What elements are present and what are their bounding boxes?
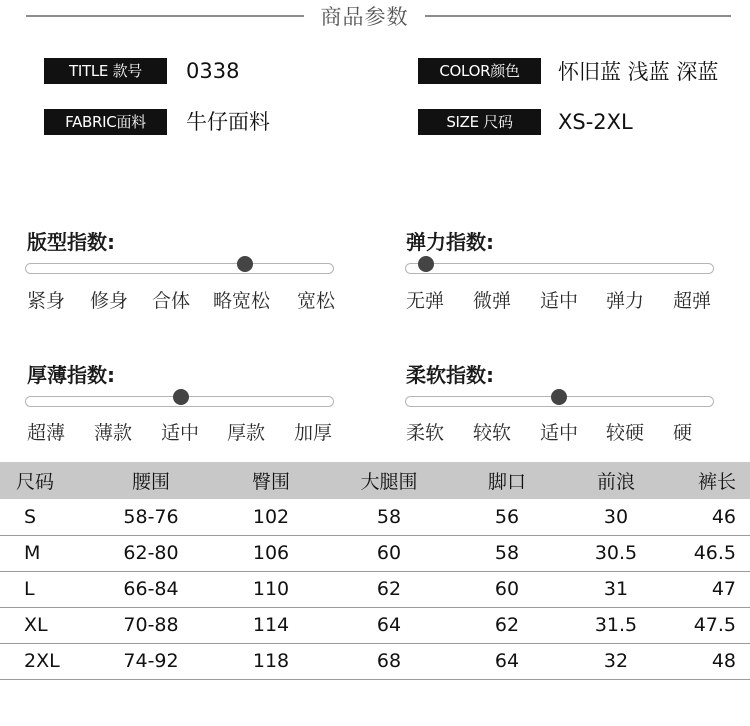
table-cell: 2XL xyxy=(0,643,90,679)
header-divider-right xyxy=(425,15,731,17)
table-cell: 64 xyxy=(330,607,448,643)
softness-tick-2: 较软 xyxy=(473,422,512,444)
section-title: 商品参数 xyxy=(320,5,409,29)
elasticity-tick-2: 微弹 xyxy=(473,290,512,312)
fit-index-title: 版型指数: xyxy=(27,230,115,254)
info-label-title: TITLE 款号 xyxy=(44,58,167,84)
table-cell: 46 xyxy=(666,499,750,535)
table-header-thigh: 大腿围 xyxy=(330,462,448,499)
table-cell: 58 xyxy=(448,535,566,571)
elasticity-index-ticks xyxy=(406,286,726,312)
table-cell: 102 xyxy=(212,499,330,535)
softness-tick-1: 柔软 xyxy=(406,422,445,444)
softness-index-title: 柔软指数: xyxy=(406,363,494,387)
table-cell: 31 xyxy=(566,571,666,607)
table-row xyxy=(0,499,750,535)
thickness-tick-2: 薄款 xyxy=(94,422,133,444)
table-cell: 68 xyxy=(330,643,448,679)
table-cell: 66-84 xyxy=(90,571,212,607)
table-cell: 106 xyxy=(212,535,330,571)
thickness-index-knob xyxy=(173,389,189,405)
softness-tick-5: 硬 xyxy=(673,422,693,444)
thickness-index-title: 厚薄指数: xyxy=(27,363,115,387)
fit-tick-4: 略宽松 xyxy=(213,290,271,312)
fit-tick-5: 宽松 xyxy=(297,290,336,312)
table-cell: 46.5 xyxy=(666,535,750,571)
table-cell: 60 xyxy=(448,571,566,607)
table-cell: S xyxy=(0,499,90,535)
fit-index-ticks xyxy=(27,286,347,312)
softness-tick-3: 适中 xyxy=(540,422,579,444)
table-cell: 110 xyxy=(212,571,330,607)
table-row xyxy=(0,571,750,607)
table-header-waist: 腰围 xyxy=(90,462,212,499)
info-label-color: COLOR颜色 xyxy=(418,58,541,84)
table-cell: M xyxy=(0,535,90,571)
fit-tick-2: 修身 xyxy=(90,290,129,312)
table-row xyxy=(0,535,750,571)
elasticity-index-knob xyxy=(418,256,434,272)
thickness-tick-1: 超薄 xyxy=(27,422,66,444)
fit-tick-3: 合体 xyxy=(152,290,191,312)
table-cell: 62 xyxy=(448,607,566,643)
elasticity-tick-3: 适中 xyxy=(540,290,579,312)
elasticity-tick-5: 超弹 xyxy=(673,290,712,312)
thickness-index-ticks xyxy=(27,418,347,444)
thickness-tick-5: 加厚 xyxy=(294,422,333,444)
size-table xyxy=(0,462,750,680)
info-value-color: 怀旧蓝 浅蓝 深蓝 xyxy=(558,60,719,84)
table-cell: XL xyxy=(0,607,90,643)
table-cell: 114 xyxy=(212,607,330,643)
elasticity-index-track xyxy=(405,263,714,274)
info-label-size: SIZE 尺码 xyxy=(418,109,541,135)
softness-tick-4: 较硬 xyxy=(606,422,645,444)
info-label-fabric: FABRIC面料 xyxy=(44,109,167,135)
table-header-leg-opening: 脚口 xyxy=(448,462,566,499)
table-cell: L xyxy=(0,571,90,607)
table-cell: 58 xyxy=(330,499,448,535)
fit-index-knob xyxy=(237,256,253,272)
elasticity-tick-4: 弹力 xyxy=(606,290,645,312)
table-cell: 62 xyxy=(330,571,448,607)
table-header-length: 裤长 xyxy=(666,462,750,499)
header-divider-left xyxy=(26,15,304,17)
table-cell: 30 xyxy=(566,499,666,535)
thickness-tick-4: 厚款 xyxy=(227,422,266,444)
table-cell: 48 xyxy=(666,643,750,679)
table-cell: 74-92 xyxy=(90,643,212,679)
table-cell: 30.5 xyxy=(566,535,666,571)
info-value-size: XS-2XL xyxy=(558,110,633,134)
elasticity-index-title: 弹力指数: xyxy=(406,230,494,254)
table-cell: 47.5 xyxy=(666,607,750,643)
info-value-fabric: 牛仔面料 xyxy=(186,110,270,134)
table-row xyxy=(0,643,750,679)
table-header-hip: 臀围 xyxy=(212,462,330,499)
elasticity-tick-1: 无弹 xyxy=(406,290,445,312)
table-cell: 70-88 xyxy=(90,607,212,643)
info-value-title: 0338 xyxy=(186,59,240,83)
table-row xyxy=(0,607,750,643)
table-cell: 60 xyxy=(330,535,448,571)
table-cell: 32 xyxy=(566,643,666,679)
table-cell: 62-80 xyxy=(90,535,212,571)
softness-index-ticks xyxy=(406,418,726,444)
softness-index-knob xyxy=(551,389,567,405)
table-cell: 56 xyxy=(448,499,566,535)
fit-index-track xyxy=(25,263,334,274)
table-cell: 47 xyxy=(666,571,750,607)
table-cell: 31.5 xyxy=(566,607,666,643)
table-header-size: 尺码 xyxy=(0,462,90,499)
table-cell: 58-76 xyxy=(90,499,212,535)
thickness-tick-3: 适中 xyxy=(161,422,200,444)
fit-tick-1: 紧身 xyxy=(27,290,66,312)
table-cell: 118 xyxy=(212,643,330,679)
table-header-row xyxy=(0,462,750,499)
table-header-front-rise: 前浪 xyxy=(566,462,666,499)
table-cell: 64 xyxy=(448,643,566,679)
